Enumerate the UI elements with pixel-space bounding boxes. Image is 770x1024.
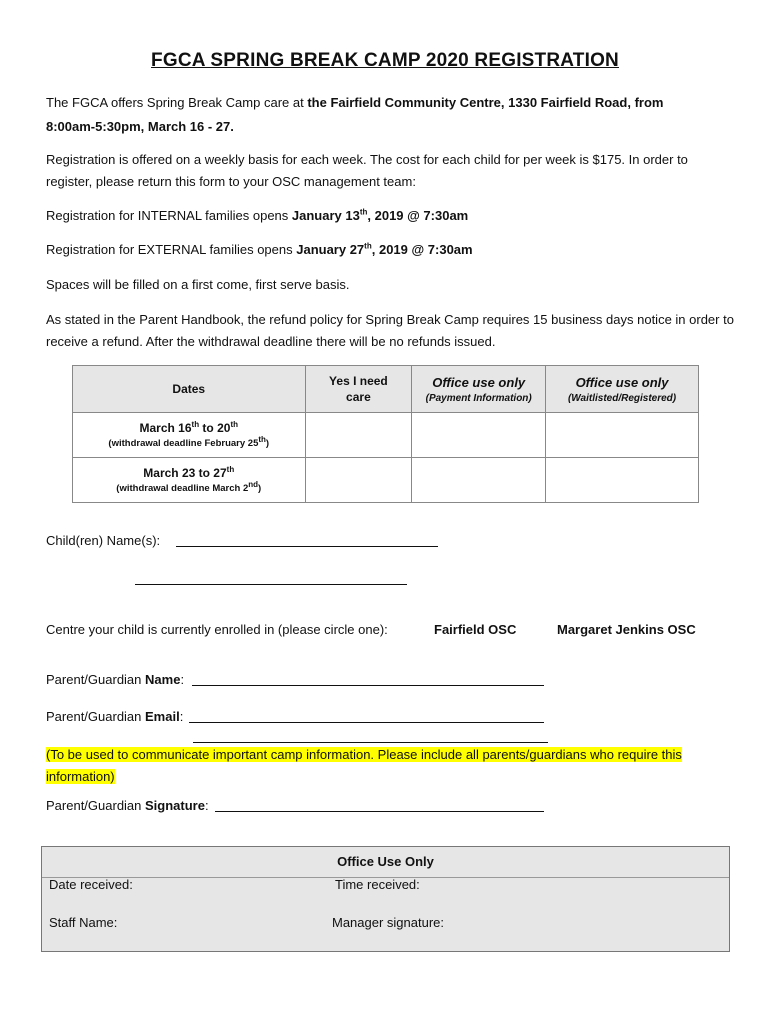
table-row [73,458,699,503]
spaces-note: Spaces will be filled on a first come, first serve basis. [46,277,350,292]
date-received-label: Date received: [49,877,133,892]
staff-name-label: Staff Name: [49,915,118,930]
children-name-line-1[interactable] [176,546,438,547]
week-1-dates: March 16th to 20th (withdrawal deadline February 25th) [73,413,306,458]
guardian-signature-label: Parent/Guardian Signature: [46,798,209,813]
internal-registration [46,205,736,227]
intro-paragraph [46,91,736,139]
week-1-need-care-cell[interactable] [305,413,412,458]
internal-prefix: Registration for INTERNAL families opens [46,208,292,223]
office-use-title: Office Use Only [337,854,434,869]
table-header-row [73,366,699,413]
internal-date: January 13th, 2019 @ 7:30am [291,207,469,223]
page-title: FGCA SPRING BREAK CAMP 2020 REGISTRATION [151,50,619,71]
children-name-line-2[interactable] [135,584,407,585]
header-need-care: Yes I need care [305,366,412,413]
intro-location: the Fairfield Community Centre, 1330 Fairfield Road, from [307,95,664,110]
guardian-email-label: Parent/Guardian Email: [46,709,184,724]
week-1-status-cell [546,413,699,458]
header-office-waitlist: Office use only (Waitlisted/Registered) [546,366,699,413]
children-label: Child(ren) Name(s): [46,533,161,548]
table-row [73,413,699,458]
guardian-name-line[interactable] [192,685,544,686]
refund-policy: As stated in the Parent Handbook, the refund policy for Spring Break Camp requires 15 business days notice in order to receive a refund. After the withdrawal deadline there will be no refunds issued. [46,312,734,349]
week-2-status-cell [546,458,699,503]
week-2-dates: March 23 to 27th (withdrawal deadline March 2nd) [73,458,306,503]
intro-text: The FGCA offers Spring Break Camp care at [46,95,308,110]
guardian-name-label: Parent/Guardian Name: [46,672,185,687]
header-dates: Dates [73,366,306,413]
email-note: (To be used to communicate important camp information. Please include all parents/guardians who require this information) [46,747,682,784]
centre-option-fairfield[interactable]: Fairfield OSC [434,622,517,637]
external-prefix: Registration for EXTERNAL families opens [46,242,297,257]
dates-table [72,365,699,503]
manager-signature-label: Manager signature: [332,915,445,930]
external-date: January 27th, 2019 @ 7:30am [296,241,473,257]
guardian-signature-line[interactable] [215,811,544,812]
intro-dates: 8:00am-5:30pm, March 16 - 27. [46,119,234,134]
centre-option-margaret-jenkins[interactable]: Margaret Jenkins OSC [557,622,696,637]
registration-info: Registration is offered on a weekly basis for each week. The cost for each child for per week is $175. In order to register, please return this form to your OSC management team: [46,152,688,189]
header-office-payment: Office use only (Payment Information) [412,366,546,413]
week-2-payment-cell [412,458,546,503]
week-2-need-care-cell[interactable] [305,458,412,503]
external-registration [46,239,736,261]
week-1-payment-cell [412,413,546,458]
office-use-box [41,846,730,952]
guardian-email-line-2[interactable] [193,742,548,743]
centre-label: Centre your child is currently enrolled in (please circle one): [46,622,388,637]
time-received-label: Time received: [335,877,420,892]
guardian-email-line[interactable] [189,722,544,723]
